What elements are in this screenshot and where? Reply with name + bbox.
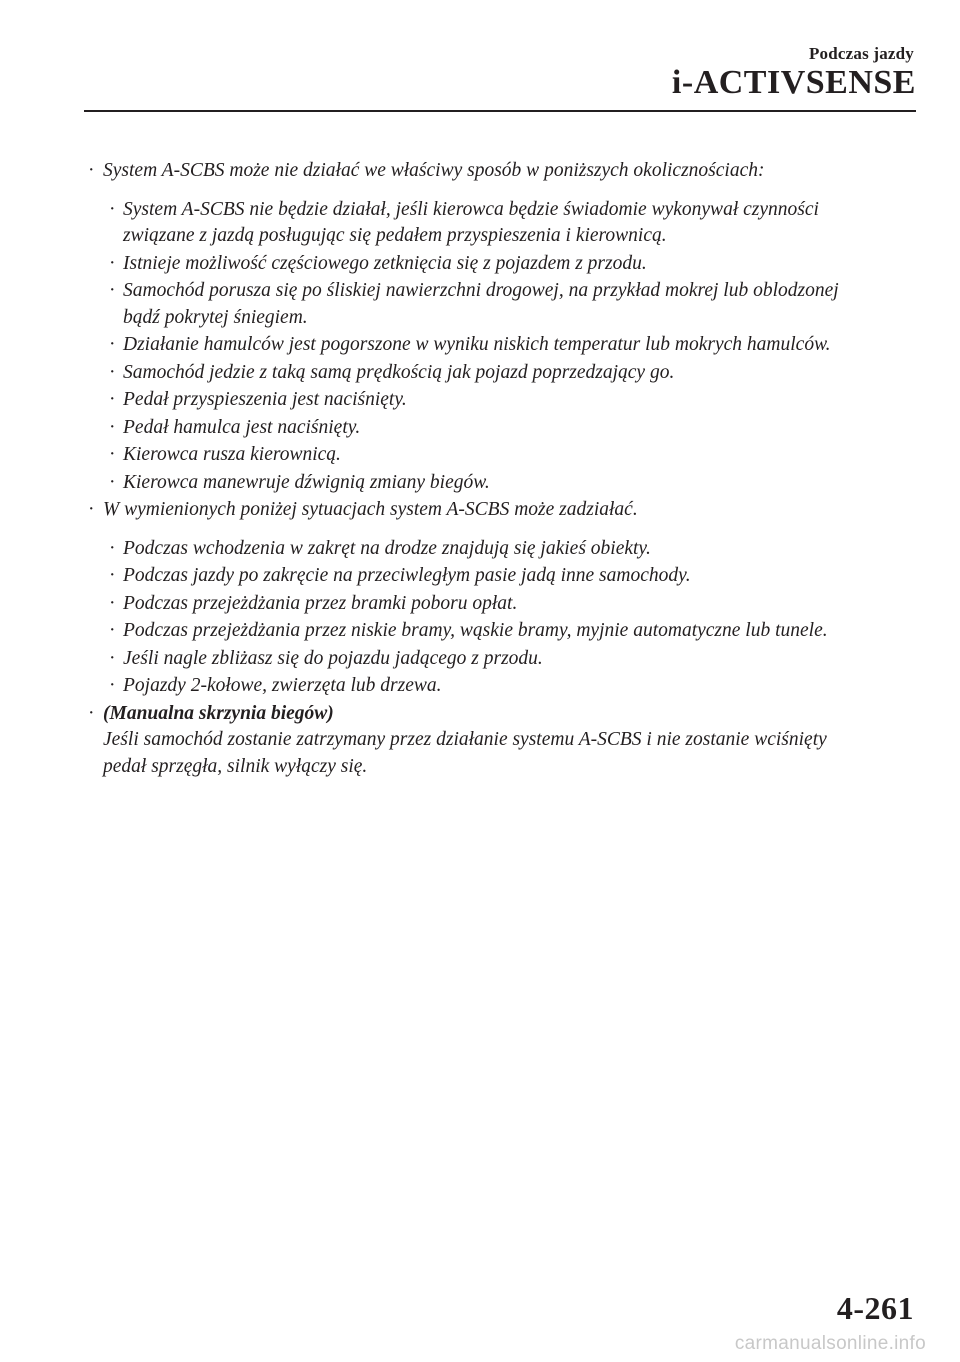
bullet-icon: · bbox=[109, 416, 116, 438]
chapter-title: i-ACTIVSENSE bbox=[671, 64, 916, 101]
list-item bbox=[107, 536, 866, 563]
list-item-text: W wymienionych poniżej sytuacjach system A-SCBS może zadziałać. bbox=[103, 499, 638, 520]
bullet-icon: · bbox=[88, 160, 95, 181]
list-item-text: Pedał hamulca jest naciśnięty. bbox=[123, 416, 361, 438]
list-item-text: Samochód porusza się po śliskiej nawierzchni drogowej, na przykład mokrej lub oblodzonej bądź pokrytej śniegiem. bbox=[123, 280, 839, 328]
manual-transmission-text: Jeśli samochód zostanie zatrzymany przez działanie systemu A-SCBS i nie zostanie wciśnięty pedał sprzęgła, silnik wyłączy się. bbox=[103, 729, 827, 777]
list-item-text: Samochód jedzie z taką samą prędkością jak pojazd poprzedzający go. bbox=[123, 361, 675, 383]
bullet-icon: · bbox=[109, 565, 116, 586]
header-divider bbox=[84, 110, 916, 112]
activation-sublist bbox=[86, 536, 866, 700]
bullet-icon: · bbox=[109, 444, 116, 465]
list-item bbox=[107, 646, 866, 673]
list-item bbox=[107, 387, 866, 414]
list-item bbox=[107, 591, 866, 618]
list-item bbox=[107, 442, 866, 469]
page-header bbox=[0, 0, 960, 112]
page-content bbox=[86, 158, 866, 780]
list-item bbox=[107, 251, 866, 278]
list-item bbox=[107, 197, 866, 250]
list-item bbox=[107, 673, 866, 700]
list-item-text: Działanie hamulców jest pogorszone w wyniku niskich temperatur lub mokrych hamulców. bbox=[123, 334, 831, 355]
list-item bbox=[107, 360, 866, 387]
list-item-text: Pedał przyspieszenia jest naciśnięty. bbox=[123, 389, 407, 410]
list-item-text: Kierowca rusza kierownicą. bbox=[123, 444, 341, 465]
list-item-text: Kierowca manewruje dźwignią zmiany biegów. bbox=[123, 471, 490, 493]
list-item-text: Podczas jazdy po zakręcie na przeciwległym pasie jadą inne samochody. bbox=[123, 565, 691, 586]
list-item bbox=[107, 415, 866, 442]
list-item-text: Jeśli nagle zbliżasz się do pojazdu jadącego z przodu. bbox=[123, 647, 543, 669]
bullet-icon: · bbox=[109, 389, 116, 410]
bullet-icon: · bbox=[109, 361, 116, 383]
list-item bbox=[107, 563, 866, 590]
list-item-activation-intro bbox=[86, 497, 866, 524]
list-item bbox=[107, 278, 866, 331]
list-item-text: Podczas wchodzenia w zakręt na drodze znajdują się jakieś obiekty. bbox=[123, 537, 651, 559]
list-item-text: System A-SCBS nie będzie działał, jeśli kierowca będzie świadomie wykonywał czynności związane z jazdą posługując się pedałem przyspieszenia i kierownicą. bbox=[123, 198, 819, 246]
bullet-icon: · bbox=[109, 592, 116, 614]
bullet-icon: · bbox=[109, 334, 116, 355]
watermark: carmanualsonline.info bbox=[734, 1333, 926, 1354]
bullet-icon: · bbox=[109, 620, 116, 641]
bullet-icon: · bbox=[109, 280, 116, 301]
list-item-text: Podczas przejeżdżania przez bramki poboru opłat. bbox=[123, 592, 518, 614]
bullet-icon: · bbox=[88, 499, 95, 520]
bullet-icon: · bbox=[109, 537, 116, 559]
list-item-text: Podczas przejeżdżania przez niskie bramy, wąskie bramy, myjnie automatyczne lub tunele. bbox=[123, 620, 828, 641]
list-item bbox=[107, 332, 866, 359]
bullet-icon: · bbox=[109, 252, 116, 274]
conditions-sublist bbox=[86, 197, 866, 497]
list-item-text: System A-SCBS może nie działać we właściwy sposób w poniższych okolicznościach: bbox=[103, 160, 765, 181]
bullet-icon: · bbox=[88, 702, 95, 724]
list-item bbox=[107, 618, 866, 645]
bullet-icon: · bbox=[109, 471, 116, 493]
list-item bbox=[107, 470, 866, 497]
page-number: 4-261 bbox=[836, 1290, 914, 1326]
list-item-text: Pojazdy 2-kołowe, zwierzęta lub drzewa. bbox=[123, 675, 442, 696]
list-item-manual-transmission bbox=[86, 701, 866, 781]
bullet-icon: · bbox=[109, 675, 116, 696]
list-item-conditions-intro bbox=[86, 158, 866, 185]
bullet-icon: · bbox=[109, 647, 116, 669]
manual-transmission-heading: (Manualna skrzynia biegów) bbox=[103, 702, 334, 724]
section-name: Podczas jazdy bbox=[808, 44, 914, 63]
bullet-icon: · bbox=[109, 198, 116, 220]
list-item-text: Istnieje możliwość częściowego zetknięcia się z pojazdem z przodu. bbox=[123, 252, 647, 274]
